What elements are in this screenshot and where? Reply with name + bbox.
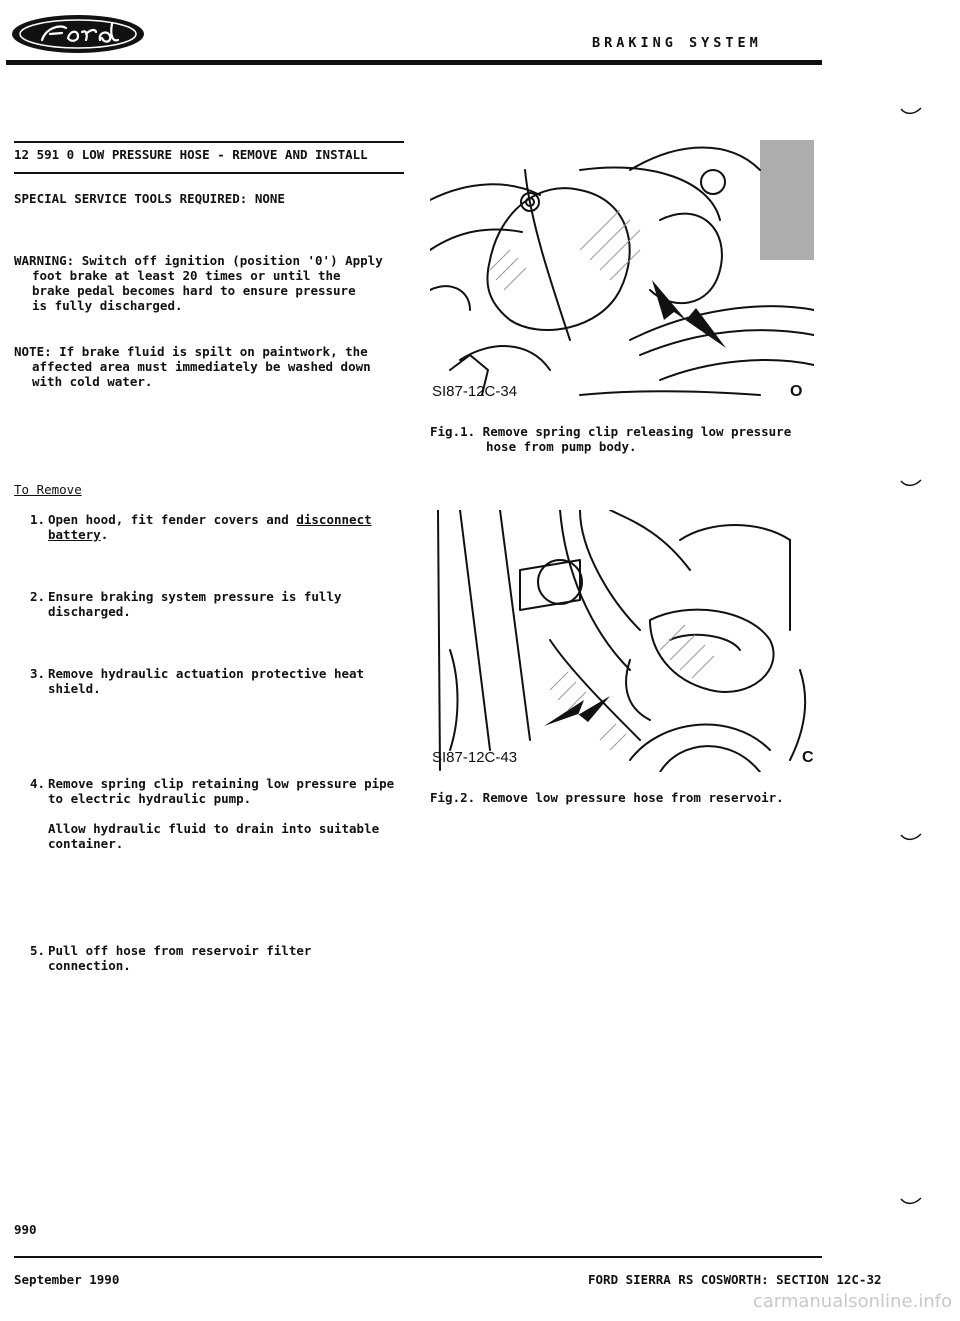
step-text: Ensure braking system pressure is fully [48, 589, 342, 604]
header-title: BRAKING SYSTEM [592, 35, 762, 51]
note-paragraph [14, 344, 404, 389]
margin-tick-mark [900, 478, 922, 490]
step-3 [30, 666, 410, 696]
step-number: 3. [30, 666, 46, 681]
footer-rule [14, 1256, 822, 1258]
caption-line: Fig.1. Remove spring clip releasing low pressure [430, 424, 792, 439]
note-line: affected area must immediately be washed down [32, 359, 371, 374]
figure-1-code: SI87-12C-34 [432, 383, 518, 400]
step-text-underlined: battery [48, 527, 101, 542]
procedure-title: 12 591 0 LOW PRESSURE HOSE - REMOVE AND INSTALL [14, 147, 368, 162]
footer-date: September 1990 [14, 1272, 120, 1287]
figure-2-code: SI87-12C-43 [432, 749, 518, 766]
ford-logo [8, 12, 148, 56]
step-text: Remove hydraulic actuation protective heat [48, 666, 365, 681]
step-text: container. [48, 836, 124, 851]
warning-line: is fully discharged. [32, 298, 183, 313]
section-heading-to-remove: To Remove [14, 482, 82, 497]
page-number: 990 [14, 1222, 37, 1237]
margin-tick-mark [900, 1196, 922, 1208]
note-first-line: NOTE: If brake fluid is spilt on paintwork, the [14, 344, 368, 359]
figure-1-corner-mark: O [790, 383, 803, 400]
title-bottom-rule [14, 172, 404, 174]
figure-2-image [430, 510, 814, 772]
step-number: 5. [30, 943, 46, 958]
watermark: carmanualsonline.info [752, 1291, 952, 1312]
figure-2-caption [430, 790, 830, 805]
note-line: with cold water. [32, 374, 153, 389]
step-text: . [100, 527, 109, 542]
figure-2-corner-mark: C [802, 749, 814, 766]
header-rule [6, 60, 822, 65]
step-text: discharged. [48, 604, 131, 619]
margin-tick-mark [900, 832, 922, 844]
caption-line: Fig.2. Remove low pressure hose from reservoir. [430, 790, 784, 805]
step-text: shield. [48, 681, 101, 696]
caption-line: hose from pump body. [486, 439, 637, 454]
warning-line: foot brake at least 20 times or until the [32, 268, 341, 283]
step-number: 4. [30, 776, 46, 791]
step-text: connection. [48, 958, 131, 973]
step-text: to electric hydraulic pump. [48, 791, 252, 806]
step-4 [30, 776, 420, 851]
footer-section: FORD SIERRA RS COSWORTH: SECTION 12C-32 [588, 1272, 882, 1287]
warning-line: brake pedal becomes hard to ensure pressure [32, 283, 356, 298]
figure-1-caption [430, 424, 830, 454]
margin-tick-mark [900, 106, 922, 118]
step-number: 1. [30, 512, 46, 527]
step-text: Pull off hose from reservoir filter [48, 943, 312, 958]
step-text-underlined: disconnect [296, 512, 372, 527]
special-tools-line: SPECIAL SERVICE TOOLS REQUIRED: NONE [14, 191, 285, 206]
step-1 [30, 512, 410, 542]
step-text: Allow hydraulic fluid to drain into suitable [48, 821, 380, 836]
warning-paragraph [14, 253, 404, 313]
step-5 [30, 943, 410, 973]
step-number: 2. [30, 589, 46, 604]
warning-first-line: WARNING: Switch off ignition (position '0') Apply [14, 253, 383, 268]
figure-1-image [430, 140, 814, 410]
step-2 [30, 589, 410, 619]
title-top-rule [14, 141, 404, 143]
step-text: Remove spring clip retaining low pressure pipe [48, 776, 395, 791]
step-text: Open hood, fit fender covers and [48, 512, 297, 527]
